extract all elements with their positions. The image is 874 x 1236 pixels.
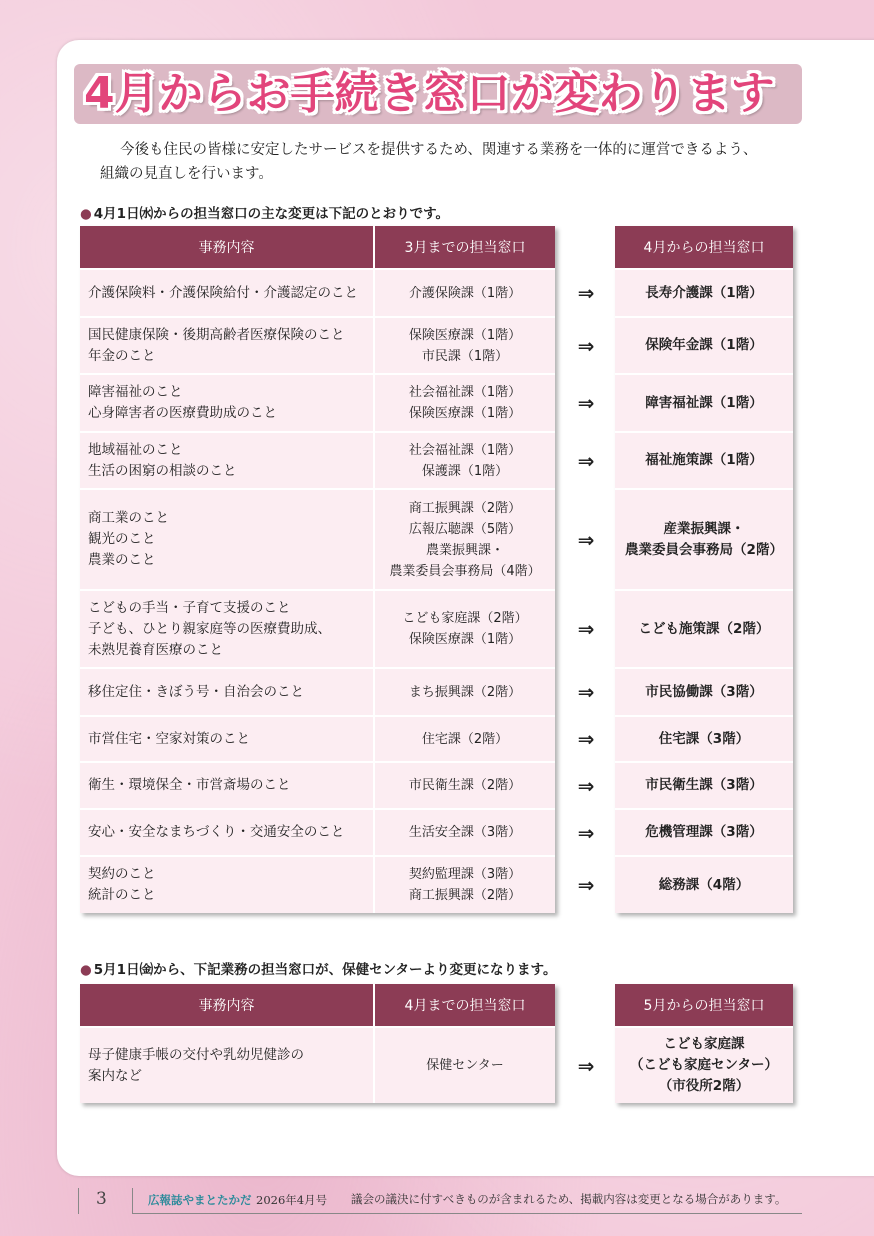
after-cell-line: 保険年金課（1階）: [645, 337, 763, 353]
task-cell-line: 移住定住・きぼう号・自治会のこと: [88, 683, 304, 700]
before-cell-line: 生活安全課（3階）: [408, 825, 522, 840]
task-cell-text: [88, 822, 344, 843]
intro-text: 今後も住民の皆様に安定したサービスを提供するため、関連する業務を一体的に運営できるよう、組織の見直しを行います。: [100, 142, 758, 182]
task-cell: [80, 270, 373, 316]
before-cell-line: 市民衛生課（2階）: [408, 778, 522, 793]
after-cell-text: [645, 822, 762, 843]
task-cell-line: 未熟児養育医療のこと: [88, 641, 223, 658]
after-cell-line: 住宅課（3階）: [658, 730, 750, 747]
after-cell-text: [645, 283, 762, 304]
after-cell: [615, 1028, 793, 1103]
after-cell-line: 市民協働課（3階）: [645, 683, 763, 700]
right-arrow-icon: ⇒: [577, 773, 595, 798]
before-cell-line: 保険医療課（1階）: [408, 632, 522, 647]
after-cell-text: [645, 335, 762, 356]
after-cell: [615, 591, 793, 667]
task-cell-line: 契約のこと: [88, 866, 156, 882]
before-cell-text: [409, 775, 521, 796]
task-cell-text: [88, 775, 291, 796]
before-cell-text: [409, 283, 521, 304]
after-cell-text: [625, 519, 783, 561]
task-cell: [80, 490, 373, 589]
task-cell-text: [88, 598, 331, 661]
task-cell-line: 子ども、ひとり親家庭等の医療費助成、: [88, 620, 331, 637]
after-cell-line: こども家庭課: [663, 1036, 745, 1052]
footer-divider: [78, 1188, 79, 1214]
before-cell-line: 保護課（1階）: [421, 463, 509, 479]
task-cell-line: こどもの手当・子育て支援のこと: [88, 599, 291, 616]
right-arrow-icon: ⇒: [577, 820, 595, 845]
before-cell-text: [409, 440, 521, 482]
task-cell-text: [88, 682, 304, 703]
before-cell: [375, 375, 555, 431]
header-after: 4月からの担当窓口: [615, 226, 793, 268]
task-cell: [80, 810, 373, 855]
task-cell-text: [88, 283, 358, 304]
before-cell-line: 農業委員会事務局（4階）: [389, 563, 541, 579]
section2-note: ● 5月1日㈮から、下記業務の担当窓口が、保健センターより変更になります。: [80, 962, 557, 978]
after-cell-text: [645, 393, 762, 414]
after-cell-line: 産業振興課・: [663, 520, 745, 537]
after-cell: [615, 433, 793, 488]
task-cell-text: [88, 1045, 304, 1087]
task-cell-line: 障害福祉のこと: [88, 384, 183, 400]
before-cell-text: [409, 325, 521, 367]
right-arrow-icon: ⇒: [577, 448, 595, 473]
header2-task: 事務内容: [80, 984, 373, 1026]
footer-rule: [132, 1213, 802, 1214]
before-cell: [375, 763, 555, 808]
before-cell-line: 保険医療課（1階）: [408, 327, 522, 343]
after-cell-line: 危機管理課（3階）: [645, 824, 763, 840]
task-cell-line: 農業のこと: [88, 552, 156, 568]
after-cell-text: [659, 729, 749, 750]
task-cell-line: 安心・安全なまちづくり・交通安全のこと: [88, 824, 345, 840]
after-cell: [615, 490, 793, 589]
right-arrow-icon: ⇒: [577, 281, 595, 305]
page-title: 4月からお手続き窓口が変わります: [84, 68, 775, 119]
header2-before: 4月までの担当窓口: [375, 984, 555, 1026]
before-cell: [375, 717, 555, 761]
after-cell: [615, 717, 793, 761]
before-cell-line: 市民課（1階）: [421, 348, 509, 364]
task-cell: [80, 591, 373, 667]
header-before: 3月までの担当窓口: [375, 226, 555, 268]
task-cell-line: 国民健康保険・後期高齢者医療保険のこと: [88, 326, 345, 343]
before-cell-text: [422, 729, 508, 750]
after-cell: [615, 857, 793, 913]
right-arrow-icon: ⇒: [577, 333, 595, 358]
issue-date: 2026年4月号: [256, 1193, 328, 1207]
before-cell: [375, 318, 555, 373]
after-cell-line: 総務課（4階）: [658, 876, 750, 893]
after-cell-line: 農業委員会事務局（2階）: [625, 541, 783, 558]
task-cell: [80, 857, 373, 913]
before-cell: [375, 270, 555, 316]
task-cell: [80, 669, 373, 715]
header-task: 事務内容: [80, 226, 373, 268]
task-cell: [80, 717, 373, 761]
task-cell-line: 案内など: [88, 1067, 142, 1084]
task-cell-line: 衛生・環境保全・市営斎場のこと: [88, 777, 291, 793]
before-cell-line: 介護保険課（1階）: [408, 285, 522, 301]
task-cell-line: 商工業のこと: [88, 510, 169, 526]
task-cell-text: [88, 325, 345, 367]
task-cell-line: 介護保険料・介護保険給付・介護認定のこと: [88, 284, 358, 301]
before-cell-line: 商工振興課（2階）: [408, 888, 522, 903]
before-cell-text: [409, 864, 521, 906]
before-cell: [375, 810, 555, 855]
after-cell: [615, 375, 793, 431]
after-cell-text: [645, 775, 762, 796]
after-cell-line: 長寿介護課（1階）: [645, 284, 763, 301]
after-cell: [615, 763, 793, 808]
task-cell: [80, 433, 373, 488]
after-cell-text: [645, 682, 762, 703]
before-cell: [375, 433, 555, 488]
task-cell-line: 生活の困窮の相談のこと: [88, 462, 237, 479]
after-cell-line: 市民衛生課（3階）: [645, 777, 763, 793]
before-cell-line: 広報広聴課（5階）: [408, 521, 522, 537]
before-cell-line: 社会福祉課（1階）: [408, 385, 522, 400]
task-cell-text: [88, 508, 169, 571]
magazine-name: 広報誌やまとたかだ: [148, 1193, 252, 1207]
footer-divider: [132, 1188, 133, 1214]
right-arrow-icon: ⇒: [577, 1053, 595, 1078]
before-cell: [375, 669, 555, 715]
task-cell-line: 観光のこと: [88, 531, 156, 547]
before-cell: [375, 1028, 555, 1103]
task-cell-line: 市営住宅・空家対策のこと: [88, 730, 250, 747]
after-cell-text: [645, 450, 762, 471]
task-cell-text: [88, 864, 156, 906]
before-cell-text: [409, 382, 521, 424]
right-arrow-icon: ⇒: [577, 527, 595, 552]
after-cell-text: [630, 1034, 778, 1097]
right-arrow-icon: ⇒: [577, 680, 595, 704]
before-cell: [375, 591, 555, 667]
after-cell: [615, 270, 793, 316]
after-cell: [615, 669, 793, 715]
before-cell-line: 保健センター: [426, 1058, 504, 1073]
task-cell-line: 地域福祉のこと: [88, 441, 183, 458]
task-cell: [80, 1028, 373, 1103]
after-cell-line: 障害福祉課（1階）: [645, 394, 763, 411]
page-number: 3: [96, 1189, 107, 1209]
header2-after: 5月からの担当窓口: [615, 984, 793, 1026]
right-arrow-icon: ⇒: [577, 727, 595, 751]
before-cell-line: 農業振興課・: [425, 542, 504, 558]
section1-note: ● 4月1日㈬からの担当窓口の主な変更は下記のとおりです。: [80, 206, 449, 222]
after-cell-line: こども施策課（2階）: [638, 620, 770, 637]
before-cell-text: [402, 608, 527, 650]
before-cell-line: 商工振興課（2階）: [408, 500, 522, 516]
right-arrow-icon: ⇒: [577, 873, 595, 897]
before-cell-line: 住宅課（2階）: [421, 731, 509, 747]
task-cell-line: 年金のこと: [88, 347, 156, 364]
after-cell-line: 福祉施策課（1階）: [645, 452, 763, 468]
after-cell-text: [659, 875, 749, 896]
after-cell-line: （こども家庭センター）: [630, 1057, 778, 1073]
before-cell-line: まち振興課（2階）: [408, 684, 522, 700]
task-cell-line: 心身障害者の医療費助成のこと: [88, 405, 277, 421]
before-cell-line: 社会福祉課（1階）: [408, 442, 522, 458]
task-cell: [80, 375, 373, 431]
task-cell-text: [88, 382, 277, 424]
task-cell: [80, 318, 373, 373]
bullet-icon: ●: [80, 962, 92, 978]
task-cell-line: 母子健康手帳の交付や乳幼児健診の: [88, 1046, 304, 1063]
after-cell: [615, 318, 793, 373]
after-cell-line: （市役所2階）: [658, 1078, 750, 1094]
bullet-icon: ●: [80, 206, 92, 222]
task-cell-text: [88, 440, 237, 482]
before-cell-text: [389, 498, 540, 582]
right-arrow-icon: ⇒: [577, 617, 595, 641]
before-cell: [375, 857, 555, 913]
before-cell-text: [409, 682, 521, 703]
before-cell-line: こども家庭課（2階）: [402, 611, 528, 626]
task-cell-text: [88, 729, 250, 750]
before-cell: [375, 490, 555, 589]
disclaimer-text: 議会の議決に付すべきものが含まれるため、掲載内容は変更となる場合があります。: [351, 1192, 787, 1206]
before-cell-line: 保険医療課（1階）: [408, 406, 522, 421]
after-cell-text: [639, 619, 770, 640]
task-cell: [80, 763, 373, 808]
before-cell-line: 契約監理課（3階）: [408, 867, 522, 882]
task-cell-line: 統計のこと: [88, 887, 156, 903]
before-cell-text: [426, 1055, 503, 1076]
before-cell-text: [409, 822, 521, 843]
right-arrow-icon: ⇒: [577, 391, 595, 415]
after-cell: [615, 810, 793, 855]
